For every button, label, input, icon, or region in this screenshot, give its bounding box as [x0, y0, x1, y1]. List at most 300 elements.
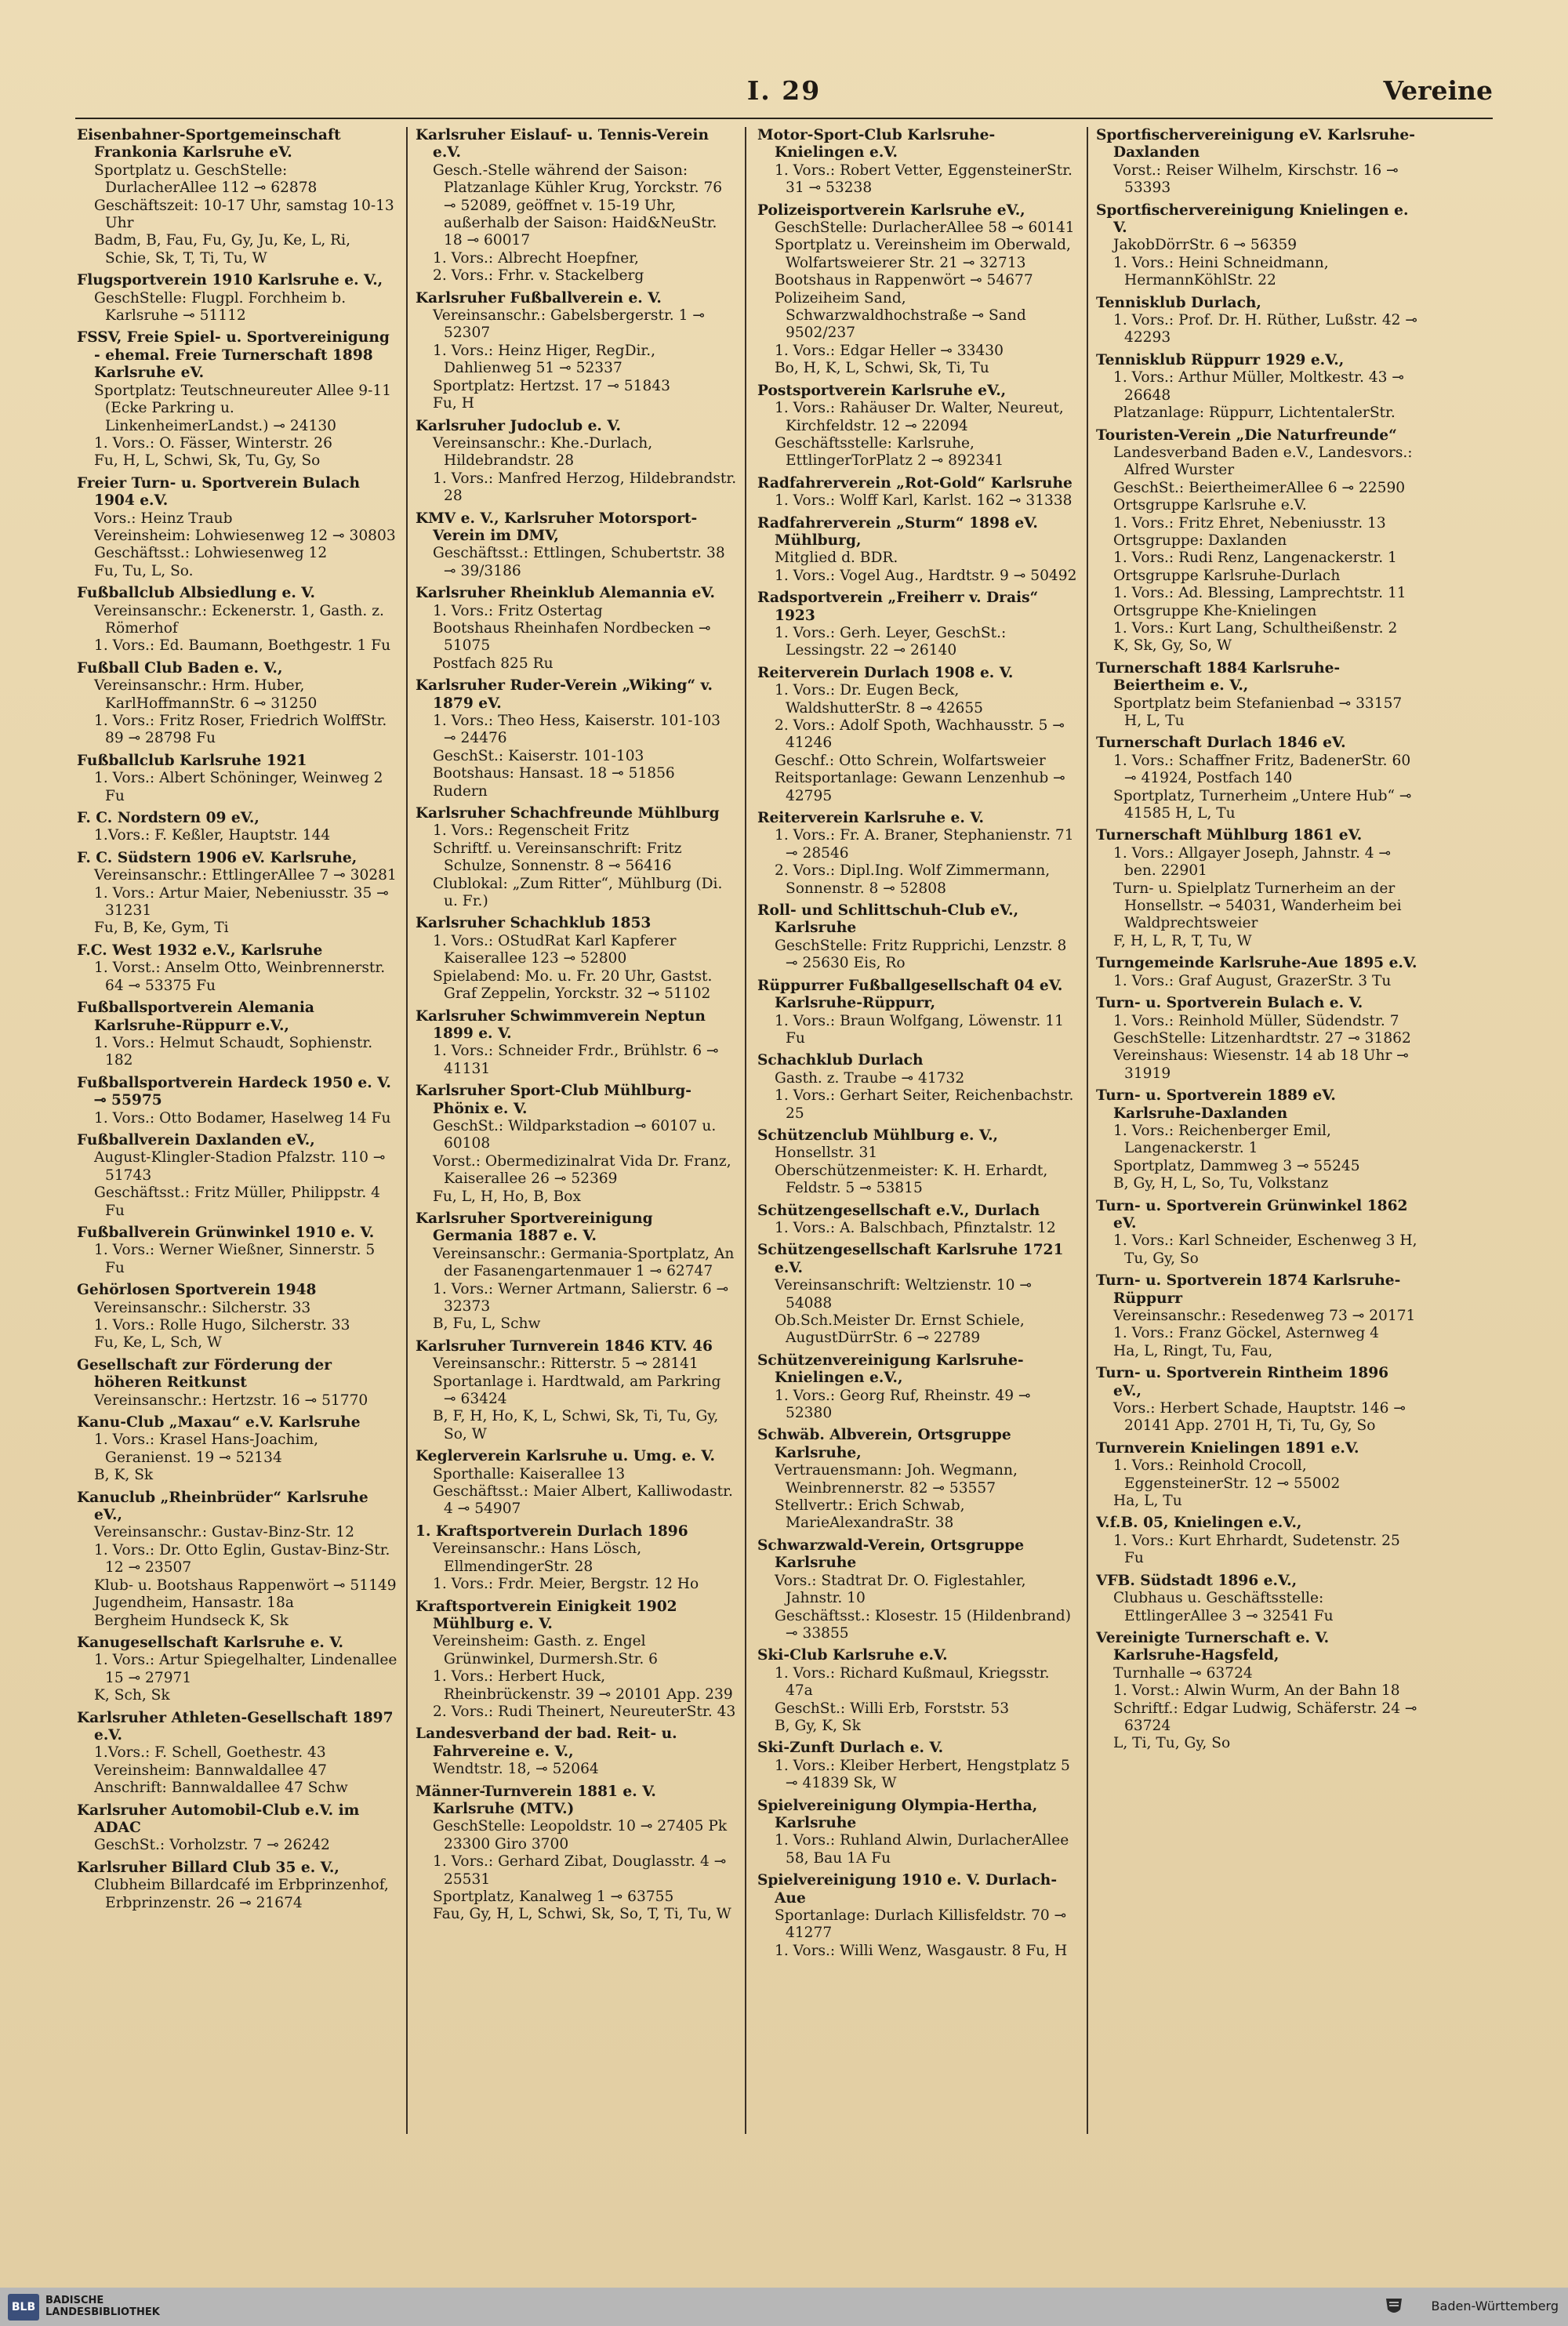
- club-entry: [77, 1225, 398, 1277]
- club-detail: K, Sch, Sk: [94, 1687, 170, 1704]
- club-detail: 1. Vors.: Braun Wolfgang, Löwenstr. 11 Fu: [775, 1012, 1064, 1047]
- club-entry: [757, 475, 1079, 510]
- club-name: Turn- u. Sportverein Rintheim 1896 eV.,: [1096, 1365, 1389, 1399]
- club-name: Karlsruher Judoclub e. V.: [416, 417, 621, 434]
- club-detail: 1.Vors.: F. Keßler, Hauptstr. 144: [94, 827, 331, 844]
- club-detail: 2. Vors.: Frhr. v. Stackelberg: [433, 267, 644, 285]
- club-name: Fußball Club Baden e. V.,: [77, 659, 283, 677]
- club-detail: 1. Vors.: Albrecht Hoepfner,: [433, 249, 639, 267]
- club-entry: [1096, 352, 1417, 423]
- club-detail: Ha, L, Tu: [1113, 1493, 1182, 1510]
- club-detail: Oberschützenmeister: K. H. Erhardt, Feldstr. 5 ⊸ 53815: [775, 1162, 1048, 1197]
- club-detail: JakobDörrStr. 6 ⊸ 56359: [1113, 237, 1298, 254]
- club-detail: 1. Vors.: OStudRat Karl Kapferer Kaiserallee 123 ⊸ 52800: [433, 932, 677, 967]
- club-name: Motor-Sport-Club Karlsruhe-Knielingen e.V.: [757, 127, 996, 161]
- club-detail: 1. Vors.: Fr. A. Braner, Stephanienstr. 71 ⊸ 28546: [775, 827, 1074, 862]
- club-detail: Ortsgruppe Karlsruhe-Durlach: [1113, 567, 1341, 584]
- club-detail: Turn- u. Spielplatz Turnerheim an der Honsellstr. ⊸ 54031, Wanderheim bei Waldprechtsweier: [1113, 880, 1402, 932]
- club-detail: Vereinsanschr.: Resedenweg 73 ⊸ 20171: [1113, 1308, 1416, 1324]
- club-detail: Rudern: [433, 782, 488, 800]
- club-detail: 1. Vors.: Reinhold Müller, Südendstr. 7: [1113, 1012, 1399, 1029]
- club-detail: Bootshaus Rheinhafen Nordbecken ⊸ 51075: [433, 619, 711, 655]
- club-detail: Vereinsanschr.: Ritterstr. 5 ⊸ 28141: [433, 1355, 699, 1373]
- column-divider: [406, 127, 408, 2134]
- club-entry: [77, 942, 398, 995]
- club-entry: [77, 1860, 398, 1912]
- club-detail: Reitsportanlage: Gewann Lenzenhub ⊸ 42795: [775, 770, 1065, 804]
- club-name: Karlsruher Fußballverein e. V.: [416, 289, 662, 307]
- club-detail: Sportplatz beim Stefanienbad ⊸ 33157 H, L, Tu: [1113, 695, 1403, 729]
- club-entry: [416, 1083, 737, 1206]
- club-detail: 1. Vors.: Herbert Huck, Rheinbrückenstr. 39 ⊸ 20101 App. 239: [433, 1668, 733, 1703]
- club-name: Postsportverein Karlsruhe eV.,: [757, 382, 1007, 399]
- club-detail: 1. Vorst.: Alwin Wurm, An der Bahn 18: [1113, 1682, 1400, 1700]
- club-detail: 1. Vors.: Fritz Ehret, Nebeniusstr. 13: [1113, 514, 1386, 532]
- club-name: Radfahrerverein „Rot-Gold“ Karlsruhe: [757, 474, 1073, 492]
- club-detail: Vereinsanschr.: Hrm. Huber, KarlHoffmannStr. 6 ⊸ 31250: [94, 677, 318, 712]
- club-detail: 1. Vors.: Vogel Aug., Hardtstr. 9 ⊸ 50492: [775, 567, 1077, 584]
- club-detail: GeschStelle: Leopoldstr. 10 ⊸ 27405 Pk 23300 Giro 3700: [433, 1818, 728, 1852]
- club-entry: [416, 1448, 737, 1519]
- club-name: Fußballclub Karlsruhe 1921: [77, 752, 307, 769]
- club-name: F. C. Südstern 1906 eV. Karlsruhe,: [77, 849, 358, 866]
- club-name: Fußballverein Grünwinkel 1910 e. V.: [77, 1224, 375, 1241]
- club-detail: 1. Vors.: Reinhold Crocoll, EggensteinerStr. 12 ⊸ 55002: [1113, 1457, 1341, 1492]
- club-entry: [77, 810, 398, 845]
- club-detail: 1.Vors.: F. Schell, Goethestr. 43: [94, 1744, 326, 1762]
- club-name: Touristen-Verein „Die Naturfreunde“: [1096, 426, 1397, 444]
- club-entry: [757, 1798, 1079, 1868]
- club-entry: [77, 127, 398, 267]
- club-entry: [416, 677, 737, 800]
- club-entry: [757, 1647, 1079, 1735]
- club-detail: 1. Vors.: O. Fässer, Winterstr. 26: [94, 434, 332, 452]
- club-entry: [757, 1427, 1079, 1532]
- club-detail: 1. Vors.: Artur Spiegelhalter, Lindenallee 15 ⊸ 27971: [94, 1652, 397, 1686]
- club-detail: 1. Vors.: Kleiber Herbert, Hengstplatz 5 ⊸ 41839 Sk, W: [775, 1757, 1070, 1792]
- club-entry: [757, 383, 1079, 470]
- club-detail: Platzanlage: Rüppurr, LichtentalerStr.: [1113, 405, 1396, 422]
- club-detail: 1. Vors.: Kurt Ehrhardt, Sudetenstr. 25 Fu: [1113, 1532, 1400, 1567]
- club-detail: Vereinsanschr.: Hertzstr. 16 ⊸ 51770: [94, 1392, 368, 1409]
- club-detail: Fu, H: [433, 395, 474, 412]
- club-name: Freier Turn- u. Sportverein Bulach 1904 e.V.: [77, 474, 360, 510]
- club-detail: Clubhaus u. Geschäftsstelle: EttlingerAllee 3 ⊸ 32541 Fu: [1113, 1590, 1334, 1624]
- club-entry: [757, 127, 1079, 198]
- club-detail: Vors.: Stadtrat Dr. O. Figlestahler, Jahnstr. 10: [775, 1572, 1026, 1607]
- club-entry: [77, 585, 398, 655]
- club-detail: 1. Vors.: Dr. Otto Eglin, Gustav-Binz-Str. 12 ⊸ 23507: [94, 1541, 390, 1577]
- club-entry: [757, 665, 1079, 805]
- club-detail: Vertrauensmann: Joh. Wegmann, Weinbrennerstr. 82 ⊸ 53557: [775, 1462, 1018, 1497]
- club-name: Kraftsportverein Einigkeit 1902 Mühlburg e. V.: [416, 1598, 677, 1632]
- club-detail: Wendtstr. 18, ⊸ 52064: [433, 1761, 599, 1778]
- club-name: Karlsruher Eislauf- u. Tennis-Verein e.V.: [416, 127, 710, 161]
- club-entry: [1096, 827, 1417, 950]
- club-entry: [77, 272, 398, 325]
- club-detail: Vereinshaus: Wiesenstr. 14 ab 18 Uhr ⊸ 31919: [1113, 1047, 1409, 1082]
- club-name: Turnverein Knielingen 1891 e.V.: [1096, 1439, 1359, 1457]
- club-name: Tennisklub Rüppurr 1929 e.V.,: [1096, 351, 1345, 368]
- club-name: Vereinigte Turnerschaft e. V. Karlsruhe-Hagsfeld,: [1096, 1629, 1330, 1664]
- club-detail: 1. Vors.: Dr. Eugen Beck, WaldshutterStr. 8 ⊸ 42655: [775, 682, 984, 717]
- club-name: Karlsruher Schachfreunde Mühlburg: [416, 805, 720, 822]
- club-detail: Clubheim Billardcafé im Erbprinzenhof, Erbprinzenstr. 26 ⊸ 21674: [94, 1877, 389, 1911]
- club-entry: [757, 810, 1079, 898]
- club-detail: Bo, H, K, L, Schwi, Sk, Ti, Tu: [775, 360, 989, 377]
- club-detail: Vereinsheim: Gasth. z. Engel Grünwinkel, Durmersh.Str. 6: [433, 1633, 658, 1667]
- club-detail: Fau, Gy, H, L, Schwi, Sk, So, T, Ti, Tu, W: [433, 1906, 731, 1923]
- club-detail: Vereinsheim: Lohwiesenweg 12 ⊸ 30803: [94, 527, 396, 544]
- club-detail: Stellvertr.: Erich Schwab, MarieAlexandraStr. 38: [775, 1497, 965, 1532]
- club-detail: L, Ti, Tu, Gy, So: [1113, 1735, 1231, 1752]
- club-detail: B, Fu, L, Schw: [433, 1315, 541, 1333]
- club-entry: [416, 127, 737, 285]
- club-name: Turnerschaft Durlach 1846 eV.: [1096, 735, 1346, 752]
- club-detail: 1. Vors.: Werner Wießner, Sinnerstr. 5 Fu: [94, 1242, 376, 1276]
- club-detail: 1. Vors.: Willi Wenz, Wasgaustr. 8 Fu, H: [775, 1942, 1068, 1959]
- club-name: Schützenvereinigung Karlsruhe-Knielingen e.V.,: [757, 1352, 1024, 1387]
- club-entry: [1096, 995, 1417, 1083]
- section-title: Vereine: [1383, 75, 1493, 106]
- club-name: V.f.B. 05, Knielingen e.V.,: [1096, 1515, 1302, 1532]
- club-detail: Vereinsanschr.: Silcherstr. 33: [94, 1299, 311, 1316]
- club-name: Flugsportverein 1910 Karlsruhe e. V.,: [77, 272, 383, 289]
- club-detail: Mitglied d. BDR.: [775, 550, 898, 567]
- club-detail: 1. Vors.: Georg Ruf, Rheinstr. 49 ⊸ 52380: [775, 1387, 1031, 1422]
- club-detail: 1. Vors.: Heinz Higer, RegDir., Dahlienweg 51 ⊸ 52337: [433, 342, 656, 377]
- club-detail: 1. Vors.: Edgar Heller ⊸ 33430: [775, 342, 1004, 359]
- club-detail: 1. Vors.: Frdr. Meier, Bergstr. 12 Ho: [433, 1576, 699, 1593]
- club-detail: 2. Vors.: Rudi Theinert, NeureuterStr. 43: [433, 1703, 736, 1720]
- club-detail: Spielabend: Mo. u. Fr. 20 Uhr, Gastst. Graf Zeppelin, Yorckstr. 32 ⊸ 51102: [433, 967, 713, 1003]
- club-entry: [757, 515, 1079, 586]
- club-name: Kanugesellschaft Karlsruhe e. V.: [77, 1634, 344, 1651]
- club-detail: Ha, L, Ringt, Tu, Fau,: [1113, 1342, 1273, 1359]
- club-entry: [757, 1242, 1079, 1347]
- club-detail: Vereinsanschr.: Gabelsbergerstr. 1 ⊸ 52307: [433, 307, 705, 342]
- club-name: Turn- u. Sportverein 1874 Karlsruhe-Rüppurr: [1096, 1272, 1401, 1307]
- club-detail: 1. Vors.: Ruhland Alwin, DurlacherAllee 58, Bau 1A Fu: [775, 1832, 1069, 1867]
- club-detail: 1. Vors.: Heini Schneidmann, HermannKöhlStr. 22: [1113, 254, 1329, 289]
- club-entry: [416, 510, 737, 581]
- club-entry: [416, 805, 737, 910]
- club-name: Karlsruher Ruder-Verein „Wiking“ v. 1879 eV.: [416, 677, 713, 712]
- club-detail: Sportplatz, Turnerheim „Untere Hub“ ⊸ 41585 H, L, Tu: [1113, 787, 1412, 822]
- club-entry: [77, 1282, 398, 1352]
- footer-bar: [0, 2288, 1568, 2326]
- club-name: Turnerschaft Mühlburg 1861 eV.: [1096, 827, 1363, 844]
- club-detail: Turnhalle ⊸ 63724: [1113, 1664, 1253, 1682]
- club-entry: [1096, 660, 1417, 731]
- club-entry: [416, 1210, 737, 1334]
- club-entry: [1096, 295, 1417, 347]
- club-detail: Geschäftsst.: Klosestr. 15 (Hildenbrand) ⊸ 33855: [775, 1607, 1071, 1642]
- club-detail: GeschStelle: DurlacherAllee 58 ⊸ 60141: [775, 220, 1075, 237]
- club-detail: Vereinsanschr.: Gustav-Binz-Str. 12: [94, 1524, 354, 1541]
- club-entry: [77, 1414, 398, 1485]
- club-name: Turn- u. Sportverein Bulach e. V.: [1096, 995, 1363, 1012]
- club-detail: Postfach 825 Ru: [433, 655, 554, 672]
- club-name: Kanuclub „Rheinbrüder“ Karlsruhe eV.,: [77, 1489, 368, 1524]
- club-detail: Vorst.: Reiser Wilhelm, Kirschstr. 16 ⊸ 53393: [1113, 161, 1399, 197]
- column-3: [757, 127, 1079, 2134]
- club-name: Radfahrerverein „Sturm“ 1898 eV. Mühlburg,: [757, 514, 1038, 549]
- club-detail: 1. Vorst.: Anselm Otto, Weinbrennerstr. 64 ⊸ 53375 Fu: [94, 960, 386, 994]
- club-detail: Fu, L, H, Ho, B, Box: [433, 1188, 581, 1205]
- club-name: Radsportverein „Freiherr v. Drais“ 1923: [757, 590, 1039, 624]
- club-name: Turnerschaft 1884 Karlsruhe-Beiertheim e. V.,: [1096, 659, 1341, 695]
- club-entry: [77, 1710, 398, 1798]
- club-entry: [757, 1352, 1079, 1423]
- club-detail: GeschSt.: BeiertheimerAllee 6 ⊸ 22590: [1113, 479, 1406, 496]
- club-detail: Bergheim Hundseck K, Sk: [94, 1612, 289, 1629]
- club-name: Karlsruher Athleten-Gesellschaft 1897 e.V.: [77, 1709, 394, 1744]
- club-name: KMV e. V., Karlsruher Motorsport-Verein im DMV,: [416, 510, 698, 544]
- club-entry: [757, 978, 1079, 1048]
- club-entry: [77, 850, 398, 938]
- library-name: BADISCHE LANDESBIBLIOTHEK: [45, 2295, 160, 2318]
- club-detail: Geschäftsst.: Fritz Müller, Philippstr. 4 Fu: [94, 1185, 381, 1219]
- club-name: Turn- u. Sportverein Grünwinkel 1862 eV.: [1096, 1197, 1408, 1232]
- club-detail: Vereinsanschr.: Germania-Sportplatz, An der Fasanengartenmauer 1 ⊸ 62747: [433, 1245, 735, 1280]
- club-name: Schützengesellschaft e.V., Durlach: [757, 1202, 1040, 1219]
- club-detail: 1. Vors.: Schaffner Fritz, BadenerStr. 60 ⊸ 41924, Postfach 140: [1113, 752, 1411, 787]
- club-detail: 1. Vors.: Krasel Hans-Joachim, Geranienst. 19 ⊸ 52134: [94, 1432, 319, 1466]
- club-name: Ski-Club Karlsruhe e.V.: [757, 1647, 948, 1664]
- club-entry: [1096, 1272, 1417, 1360]
- club-name: Spielvereinigung Olympia-Hertha, Karlsruhe: [757, 1797, 1038, 1831]
- club-entry: [1096, 202, 1417, 290]
- club-detail: 1. Vors.: Fritz Roser, Friedrich WolffStr. 89 ⊸ 28798 Fu: [94, 713, 387, 747]
- club-entry: [1096, 1515, 1417, 1567]
- club-detail: Vereinsanschr.: Hans Lösch, EllmendingerStr. 28: [433, 1540, 642, 1575]
- club-detail: 1. Vors.: Schneider Frdr., Brühlstr. 6 ⊸ 41131: [433, 1043, 719, 1077]
- club-entry: [757, 590, 1079, 660]
- club-entry: [1096, 127, 1417, 198]
- club-entry: [77, 1490, 398, 1630]
- club-name: F.C. West 1932 e.V., Karlsruhe: [77, 942, 323, 959]
- club-name: Karlsruher Automobil-Club e.V. im ADAC: [77, 1802, 360, 1836]
- club-detail: Vereinsanschr.: Eckenerstr. 1, Gasth. z. Römerhof: [94, 602, 384, 637]
- column-1: [77, 127, 398, 2134]
- club-detail: 1. Vors.: Otto Bodamer, Haselweg 14 Fu: [94, 1109, 391, 1127]
- club-detail: Sportplatz, Kanalweg 1 ⊸ 63755: [433, 1889, 674, 1905]
- club-detail: Ortsgruppe Khe-Knielingen: [1113, 602, 1317, 619]
- club-detail: 1. Vors.: Artur Maier, Nebeniusstr. 35 ⊸ 31231: [94, 884, 389, 920]
- club-entry: [416, 1784, 737, 1924]
- club-detail: 1. Vors.: Rudi Renz, Langenackerstr. 1: [1113, 550, 1397, 567]
- club-entry: [416, 1523, 737, 1594]
- club-entry: [757, 1052, 1079, 1123]
- club-entry: [1096, 955, 1417, 990]
- club-detail: 1. Vors.: Manfred Herzog, Hildebrandstr. 28: [433, 470, 737, 505]
- club-detail: 1. Vors.: Theo Hess, Kaiserstr. 101-103 ⊸ 24476: [433, 713, 720, 747]
- club-detail: 1. Vors.: Allgayer Joseph, Jahnstr. 4 ⊸ ben. 22901: [1113, 844, 1392, 880]
- club-detail: B, Gy, H, L, So, Tu, Volkstanz: [1113, 1175, 1329, 1192]
- club-name: Karlsruher Sport-Club Mühlburg-Phönix e. V.: [416, 1083, 691, 1117]
- club-detail: 1. Vors.: Fritz Ostertag: [433, 602, 603, 619]
- club-detail: 1. Vors.: Richard Kußmaul, Kriegsstr. 47a: [775, 1664, 1050, 1700]
- club-name: Fußballsportverein Alemania Karlsruhe-Rüppurr e.V.,: [77, 1000, 314, 1034]
- blb-logo-icon: BLB: [8, 2294, 39, 2321]
- column-divider: [1087, 127, 1088, 2134]
- club-detail: Gesch.-Stelle während der Saison: Platzanlage Kühler Krug, Yorckstr. 76 ⊸ 52089, geöffnet v. 15-19 Uhr, außerhalb der Saison: Haid&NeuStr. 18 ⊸ 60017: [433, 161, 723, 249]
- club-detail: Geschf.: Otto Schrein, Wolfartsweier: [775, 752, 1046, 769]
- club-detail: Vereinsheim: Bannwaldallee 47: [94, 1762, 327, 1779]
- club-detail: GeschSt.: Kaiserstr. 101-103: [433, 747, 644, 764]
- club-detail: Ortsgruppe Karlsruhe e.V.: [1113, 497, 1307, 514]
- club-detail: 1. Vors.: Robert Vetter, EggensteinerStr. 31 ⊸ 53238: [775, 161, 1073, 197]
- club-entry: [416, 1598, 737, 1722]
- club-name: Turngemeinde Karlsruhe-Aue 1895 e.V.: [1096, 955, 1417, 972]
- club-name: Turn- u. Sportverein 1889 eV. Karlsruhe-Daxlanden: [1096, 1087, 1336, 1122]
- club-detail: 1. Vors.: Prof. Dr. H. Rüther, Lußstr. 42 ⊸ 42293: [1113, 312, 1417, 347]
- club-name: Fußballsportverein Hardeck 1950 e. V. ⊸ 55975: [77, 1074, 391, 1109]
- club-detail: 1. Vors.: Gerh. Leyer, GeschSt.: Lessingstr. 22 ⊸ 26140: [775, 624, 1007, 659]
- club-name: Schützenclub Mühlburg e. V.,: [757, 1127, 999, 1144]
- club-detail: 2. Vors.: Dipl.Ing. Wolf Zimmermann, Sonnenstr. 8 ⊸ 52808: [775, 862, 1051, 897]
- club-entry: [1096, 1365, 1417, 1435]
- club-detail: 1. Vors.: Reichenberger Emil, Langenackerstr. 1: [1113, 1122, 1331, 1157]
- club-detail: GeschSt.: Wildparkstadion ⊸ 60107 u. 60108: [433, 1117, 717, 1152]
- club-entry: [416, 418, 737, 506]
- club-detail: GeschSt.: Willi Erb, Forststr. 53: [775, 1700, 1010, 1717]
- club-name: Gehörlosen Sportverein 1948: [77, 1282, 317, 1299]
- club-entry: [77, 1132, 398, 1220]
- club-name: Polizeisportverein Karlsruhe eV.,: [757, 201, 1025, 219]
- club-name: Karlsruher Turnverein 1846 KTV. 46: [416, 1337, 713, 1355]
- club-entry: [416, 1338, 737, 1443]
- club-name: FSSV, Freie Spiel- u. Sportvereinigung - ehemal. Freie Turnerschaft 1898 Karlsruhe eV.: [77, 329, 390, 382]
- club-detail: Clublokal: „Zum Ritter“, Mühlburg (Di. u. Fr.): [433, 875, 723, 910]
- club-entry: [416, 1008, 737, 1079]
- club-name: Fußballclub Albsiedlung e. V.: [77, 585, 315, 602]
- club-detail: 1. Vors.: Kurt Lang, Schultheißenstr. 2: [1113, 619, 1398, 637]
- club-detail: 1. Vors.: A. Balschbach, Pfinztalstr. 12: [775, 1219, 1056, 1236]
- club-detail: 1. Vors.: Ed. Baumann, Boethgestr. 1 Fu: [94, 637, 391, 655]
- club-detail: Geschäftsstelle: Karlsruhe, EttlingerTorPlatz 2 ⊸ 892341: [775, 434, 1004, 470]
- club-name: Sportfischervereinigung eV. Karlsruhe-Daxlanden: [1096, 127, 1415, 161]
- club-entry: [1096, 1087, 1417, 1192]
- club-name: Reiterverein Karlsruhe e. V.: [757, 810, 984, 827]
- club-name: Eisenbahner-Sportgemeinschaft Frankonia Karlsruhe eV.: [77, 127, 341, 161]
- club-detail: Schriftf. u. Vereinsanschrift: Fritz Schulze, Sonnenstr. 8 ⊸ 56416: [433, 840, 682, 875]
- club-detail: Badm, B, Fau, Fu, Gy, Ju, Ke, L, Ri, Schie, Sk, T, Ti, Tu, W: [94, 232, 351, 267]
- club-detail: Geschäftsst.: Ettlingen, Schubertstr. 38 ⊸ 39/3186: [433, 545, 725, 579]
- club-name: Schachklub Durlach: [757, 1052, 924, 1069]
- club-detail: Sportplatz u. GeschStelle: DurlacherAllee 112 ⊸ 62878: [94, 161, 318, 197]
- club-detail: August-Klingler-Stadion Pfalzstr. 110 ⊸ 51743: [94, 1149, 386, 1184]
- club-detail: F, H, L, R, T, Tu, W: [1113, 932, 1252, 949]
- club-name: VFB. Südstadt 1896 e.V.,: [1096, 1572, 1298, 1589]
- club-detail: Vereinsanschr.: Khe.-Durlach, Hildebrandstr. 28: [433, 434, 653, 470]
- club-detail: Vorst.: Obermedizinalrat Vida Dr. Franz, Kaiserallee 26 ⊸ 52369: [433, 1152, 731, 1188]
- club-detail: Vors.: Herbert Schade, Hauptstr. 146 ⊸ 20141 App. 2701 H, Ti, Tu, Gy, So: [1113, 1400, 1406, 1435]
- club-detail: Ortsgruppe: Daxlanden: [1113, 532, 1287, 549]
- club-detail: Polizeiheim Sand, Schwarzwaldhochstraße ⊸ Sand 9502/237: [775, 289, 1026, 342]
- club-detail: 1. Vors.: Gerhard Zibat, Douglasstr. 4 ⊸ 25531: [433, 1853, 727, 1888]
- club-entry: [77, 753, 398, 805]
- column-divider: [745, 127, 746, 2134]
- club-detail: 1. Vors.: Albert Schöninger, Weinweg 2 Fu: [94, 770, 383, 804]
- club-name: 1. Kraftsportverein Durlach 1896: [416, 1522, 688, 1540]
- club-entry: [77, 1802, 398, 1855]
- club-entry: [77, 475, 398, 580]
- club-detail: 1. Vors.: Rahäuser Dr. Walter, Neureut, Kirchfeldstr. 12 ⊸ 22094: [775, 400, 1064, 434]
- club-detail: Landesverband Baden e.V., Landesvors.: Alfred Wurster: [1113, 444, 1413, 479]
- club-detail: B, F, H, Ho, K, L, Schwi, Sk, Ti, Tu, Gy, So, W: [433, 1408, 719, 1442]
- club-detail: Sportanlage i. Hardtwald, am Parkring ⊸ 63424: [433, 1373, 721, 1408]
- column-2: [416, 127, 737, 2134]
- club-name: Schwarzwald-Verein, Ortsgruppe Karlsruhe: [757, 1537, 1025, 1572]
- club-name: Karlsruher Schachklub 1853: [416, 915, 652, 932]
- club-detail: GeschStelle: Flugpl. Forchheim b. Karlsruhe ⊸ 51112: [94, 289, 347, 325]
- club-name: Sportfischervereinigung Knielingen e. V.: [1096, 201, 1409, 237]
- club-name: Schützengesellschaft Karlsruhe 1721 e.V.: [757, 1242, 1064, 1276]
- club-detail: Fu, H, L, Schwi, Sk, Tu, Gy, So: [94, 452, 321, 470]
- club-detail: K, Sk, Gy, So, W: [1113, 637, 1232, 655]
- club-detail: 1. Vors.: Rolle Hugo, Silcherstr. 33: [94, 1317, 350, 1334]
- club-detail: Ob.Sch.Meister Dr. Ernst Schiele, AugustDürrStr. 6 ⊸ 22789: [775, 1312, 1025, 1347]
- club-name: Karlsruher Billard Club 35 e. V.,: [77, 1859, 339, 1876]
- club-entry: [77, 1000, 398, 1070]
- club-detail: Schriftf.: Edgar Ludwig, Schäferstr. 24 ⊸ 63724: [1113, 1700, 1417, 1734]
- header-rule: [75, 118, 1493, 119]
- club-detail: Geschäftsst.: Lohwiesenweg 12: [94, 545, 328, 562]
- state-name: Baden-Württemberg: [1431, 2299, 1559, 2313]
- club-entry: [77, 329, 398, 470]
- club-name: Landesverband der bad. Reit- u. Fahrvereine e. V.,: [416, 1725, 677, 1760]
- club-detail: Bootshaus in Rappenwört ⊸ 54677: [775, 272, 1033, 289]
- club-detail: 1. Vors.: Karl Schneider, Eschenweg 3 H, Tu, Gy, So: [1113, 1232, 1417, 1267]
- club-detail: Gasth. z. Traube ⊸ 41732: [775, 1069, 965, 1087]
- club-entry: [1096, 1198, 1417, 1268]
- club-name: Gesellschaft zur Förderung der höheren Reitkunst: [77, 1356, 332, 1392]
- club-detail: Sportplatz u. Vereinsheim im Oberwald, Wolfartsweierer Str. 21 ⊸ 32713: [775, 237, 1071, 271]
- club-detail: Vereinsanschr.: EttlingerAllee 7 ⊸ 30281: [94, 867, 397, 884]
- club-detail: Sportplatz: Hertzst. 17 ⊸ 51843: [433, 377, 670, 394]
- club-name: F. C. Nordstern 09 eV.,: [77, 810, 260, 827]
- club-name: Spielvereinigung 1910 e. V. Durlach-Aue: [757, 1872, 1058, 1907]
- column-4: [1096, 127, 1417, 2134]
- club-detail: 1. Vors.: Wolff Karl, Karlst. 162 ⊸ 31338: [775, 492, 1073, 510]
- club-entry: [757, 1872, 1079, 1960]
- club-name: Keglerverein Karlsruhe u. Umg. e. V.: [416, 1448, 715, 1465]
- club-detail: Vereinsanschrift: Weltzienstr. 10 ⊸ 54088: [775, 1277, 1033, 1312]
- club-entry: [757, 1203, 1079, 1238]
- club-detail: 1. Vors.: Helmut Schaudt, Sophienstr. 182: [94, 1034, 373, 1069]
- club-name: Karlsruher Rheinklub Alemannia eV.: [416, 585, 715, 602]
- club-detail: GeschStelle: Litzenhardtstr. 27 ⊸ 31862: [1113, 1029, 1411, 1047]
- club-entry: [757, 902, 1079, 973]
- club-detail: Sportanlage: Durlach Killisfeldstr. 70 ⊸ 41277: [775, 1907, 1067, 1942]
- club-entry: [1096, 1573, 1417, 1625]
- club-detail: Honsellstr. 31: [775, 1145, 878, 1162]
- club-entry: [1096, 735, 1417, 822]
- club-detail: Geschäftszeit: 10-17 Uhr, samstag 10-13 Uhr: [94, 197, 394, 232]
- club-detail: 1. Vors.: Graf August, GrazerStr. 3 Tu: [1113, 972, 1392, 989]
- club-detail: Klub- u. Bootshaus Rappenwört ⊸ 51149: [94, 1577, 397, 1594]
- club-name: Rüppurrer Fußballgesellschaft 04 eV. Karlsruhe-Rüppurr,: [757, 977, 1063, 1012]
- club-name: Karlsruher Sportvereinigung Germania 1887 e. V.: [416, 1210, 653, 1245]
- club-name: Ski-Zunft Durlach e. V.: [757, 1740, 944, 1757]
- club-detail: Fu, Ke, L, Sch, W: [94, 1334, 223, 1352]
- club-entry: [1096, 427, 1417, 655]
- club-entry: [77, 1357, 398, 1410]
- club-entry: [1096, 1630, 1417, 1753]
- club-entry: [416, 915, 737, 1003]
